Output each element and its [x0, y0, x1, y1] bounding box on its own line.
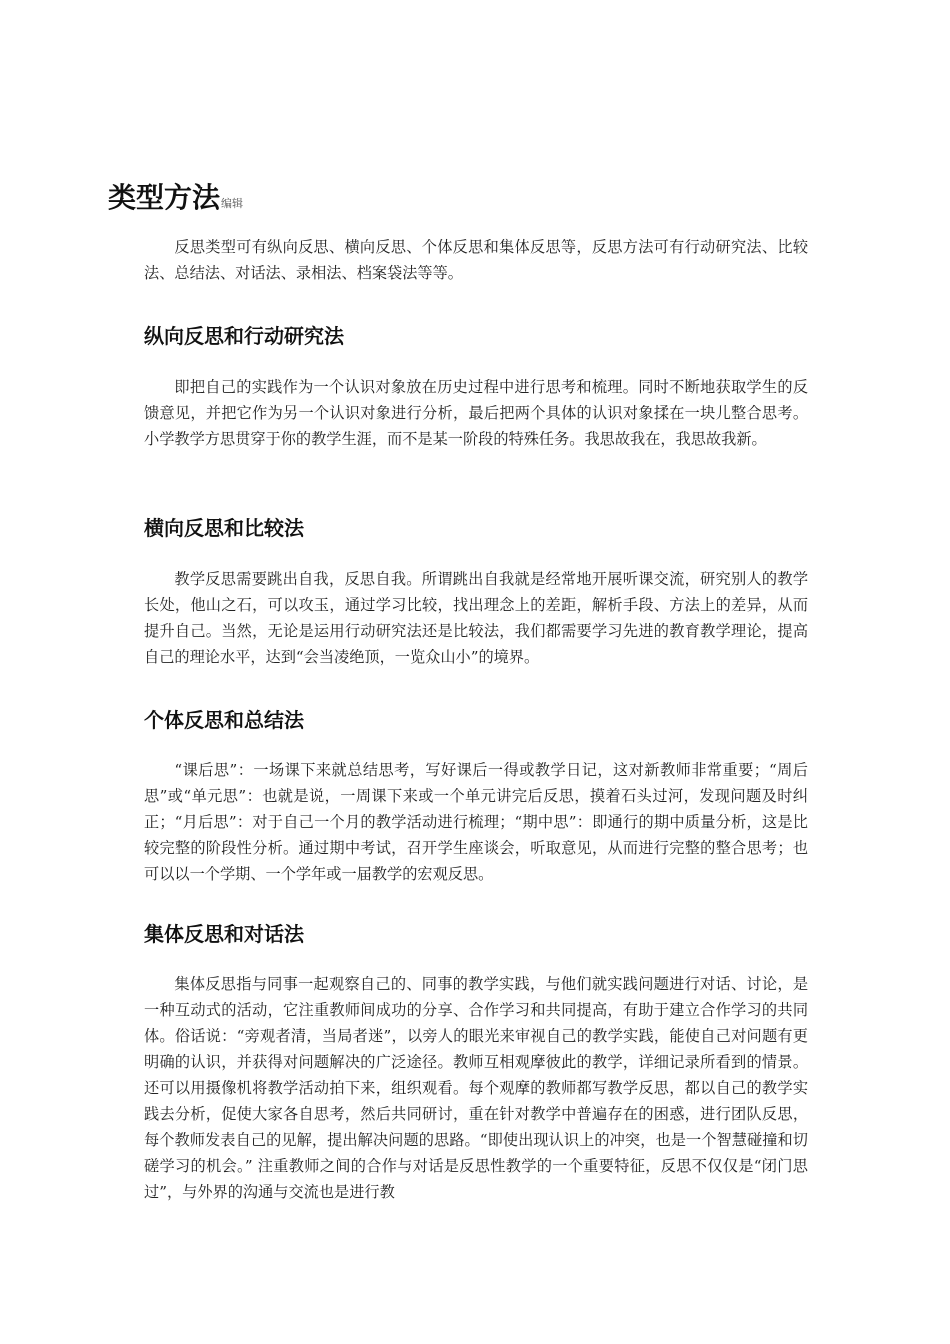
subsection-heading-horizontal: 横向反思和比较法 — [144, 516, 304, 540]
paragraph-individual: “课后思”：一场课下来就总结思考，写好课后一得或教学日记，这对新教师非常重要；“周后思”或“单元思”：也就是说，一周课下来或一个单元讲完后反思，摸着石头过河，发现问题及时纠正；“月后思”：对于自己一个月的教学活动进行梳理；“期中思”：即通行的期中质量分析，这是比较完整的阶段性分析。通过期中考试，召开学生座谈会，听取意见，从而进行完整的整合思考；也可以以一个学期、一个学年或一届教学的宏观反思。 — [144, 761, 808, 883]
paragraph-vertical: 即把自己的实践作为一个认识对象放在历史过程中进行思考和梳理。同时不断地获取学生的反馈意见，并把它作为另一个认识对象进行分析，最后把两个具体的认识对象揉在一块儿整合思考。小学教学方思贯穿于你的教学生涯，而不是某一阶段的特殊任务。我思故我在，我思故我新。 — [144, 378, 808, 448]
intro-paragraph: 反思类型可有纵向反思、横向反思、个体反思和集体反思等，反思方法可有行动研究法、比较法、总结法、对话法、录相法、档案袋法等等。 — [144, 238, 808, 282]
page-title: 类型方法 — [108, 181, 221, 214]
paragraph-horizontal: 教学反思需要跳出自我，反思自我。所谓跳出自我就是经常地开展听课交流，研究别人的教学长处，他山之石，可以攻玉，通过学习比较，找出理念上的差距，解析手段、方法上的差异，从而提升自己。当然，无论是运用行动研究法还是比较法，我们都需要学习先进的教育教学理论，提高自己的理论水平，达到“会当凌绝顶，一览众山小”的境界。 — [144, 570, 808, 666]
edit-link[interactable]: 编辑 — [221, 197, 244, 210]
subsection-heading-vertical: 纵向反思和行动研究法 — [144, 324, 344, 348]
paragraph-collective: 集体反思指与同事一起观察自己的、同事的教学实践，与他们就实践问题进行对话、讨论，是一种互动式的活动，它注重教师间成功的分享、合作学习和共同提高，有助于建立合作学习的共同体。俗话说：“旁观者清，当局者迷”，以旁人的眼光来审视自己的教学实践，能使自己对问题有更明确的认识，并获得对问题解决的广泛途径。教师互相观摩彼此的教学，详细记录所看到的情景。还可以用摄像机将教学活动拍下来，组织观看。每个观摩的教师都写教学反思，都以自己的教学实践去分析，促使大家各自思考，然后共同研讨，重在针对教学中普遍存在的困惑，进行团队反思，每个教师发表自己的见解，提出解决问题的思路。“即使出现认识上的冲突，也是一个智慧碰撞和切磋学习的机会。” 注重教师之间的合作与对话是反思性教学的一个重要特征，反思不仅仅是“闭门思过”，与外界的沟通与交流也是进行教 — [144, 975, 808, 1201]
section-heading-types-methods — [108, 176, 243, 216]
subsection-heading-collective: 集体反思和对话法 — [144, 922, 304, 946]
subsection-heading-individual: 个体反思和总结法 — [144, 708, 304, 732]
